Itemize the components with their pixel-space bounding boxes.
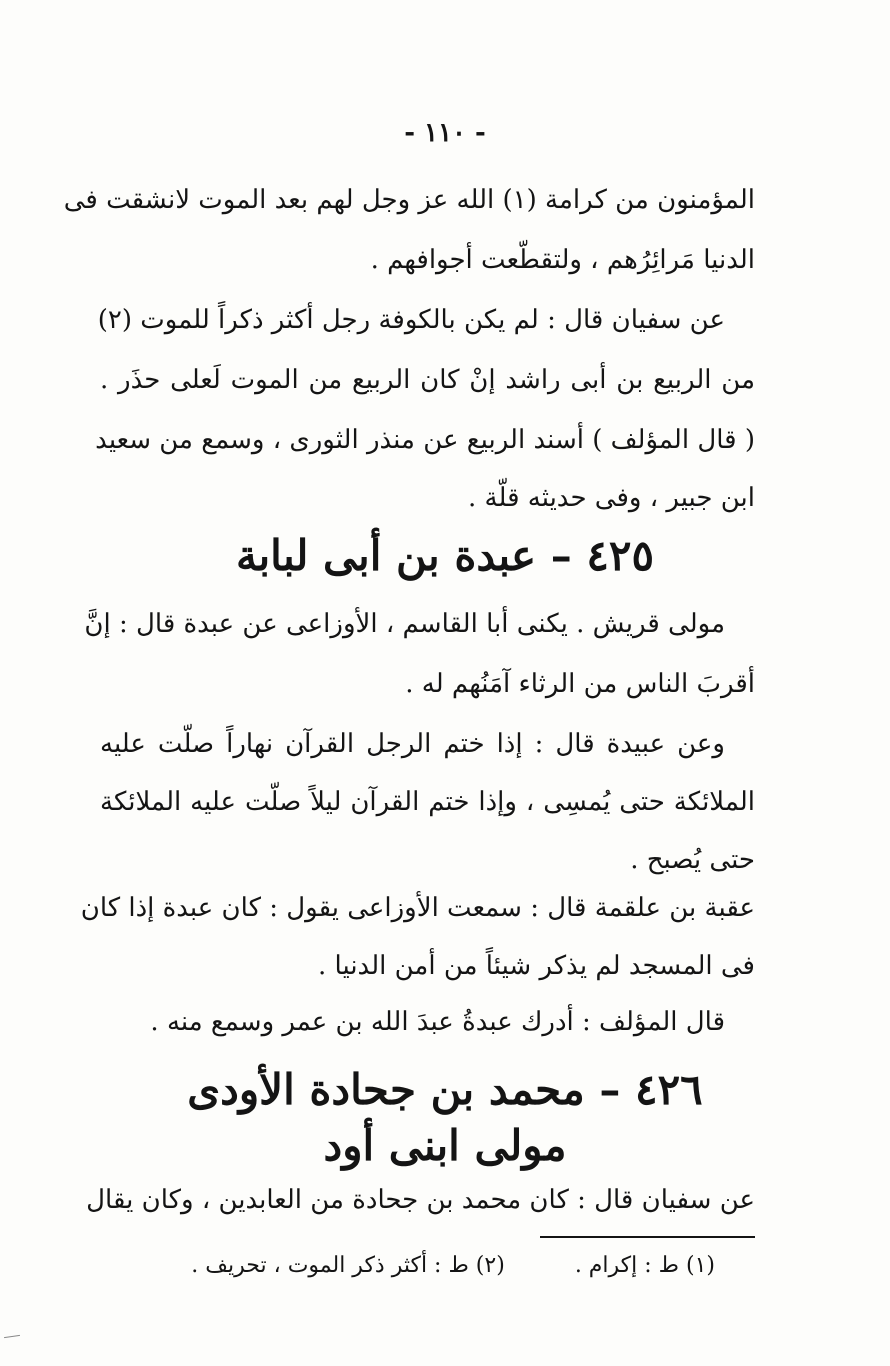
text-line-3: عن سفيان قال : لم يكن بالكوفة رجل أكثر ذكراً للموت (٢) (97, 305, 725, 335)
text-line-7: مولى قريش . يكنى أبا القاسم ، الأوزاعى عن عبدة قال : إنَّ (84, 609, 725, 639)
section-subheading-426: مولى ابنى أود (323, 1121, 567, 1170)
footnote-divider (540, 1236, 755, 1238)
text-line-4: من الربيع بن أبى راشد إنْ كان الربيع من الموت لَعلى حذَر . (100, 365, 755, 395)
text-line-13: فى المسجد لم يذكر شيئاً من أمن الدنيا . (318, 951, 755, 981)
section-heading-425: ٤٢٥ – عبدة بن أبى لبابة (235, 531, 655, 580)
text-line-6: ابن جبير ، وفى حديثه قلّة . (468, 483, 755, 513)
text-line-14: قال المؤلف : أدرك عبدةُ عبدَ الله بن عمر وسمع منه . (150, 1007, 725, 1037)
text-line-10: الملائكة حتى يُمسِى ، وإذا ختم القرآن ليلاً صلّت عليه الملائكة (100, 787, 755, 817)
text-line-12: عقبة بن علقمة قال : سمعت الأوزاعى يقول : كان عبدة إذا كان (80, 893, 755, 923)
footnotes (140, 1248, 715, 1284)
text-line-1: المؤمنون من كرامة (١) الله عز وجل لهم بعد الموت لانشقت فى (63, 185, 755, 215)
footnote-2: (٢) ط : أكثر ذكر الموت ، تحريف . (191, 1253, 505, 1278)
footnote-1: (١) ط : إكرام . (574, 1253, 715, 1278)
text-line-9: وعن عبيدة قال : إذا ختم الرجل القرآن نهاراً صلّت عليه (100, 729, 725, 759)
text-line-5: ( قال المؤلف ) أسند الربيع عن منذر الثورى ، وسمع من سعيد (95, 425, 755, 455)
text-line-11: حتى يُصبح . (630, 845, 755, 875)
text-line-8: أقربَ الناس من الرثاء آمَنُهم له . (405, 669, 755, 699)
text-line-15: عن سفيان قال : كان محمد بن جحادة من العابدين ، وكان يقال (86, 1185, 755, 1215)
scan-mark (4, 1335, 20, 1338)
page-number: - ١١٠ - (404, 118, 486, 148)
text-line-2: الدنيا مَرائِرُهم ، ولتقطّعت أجوافهم . (370, 245, 755, 275)
section-heading-426: ٤٢٦ – محمد بن جحادة الأودى (187, 1065, 703, 1114)
